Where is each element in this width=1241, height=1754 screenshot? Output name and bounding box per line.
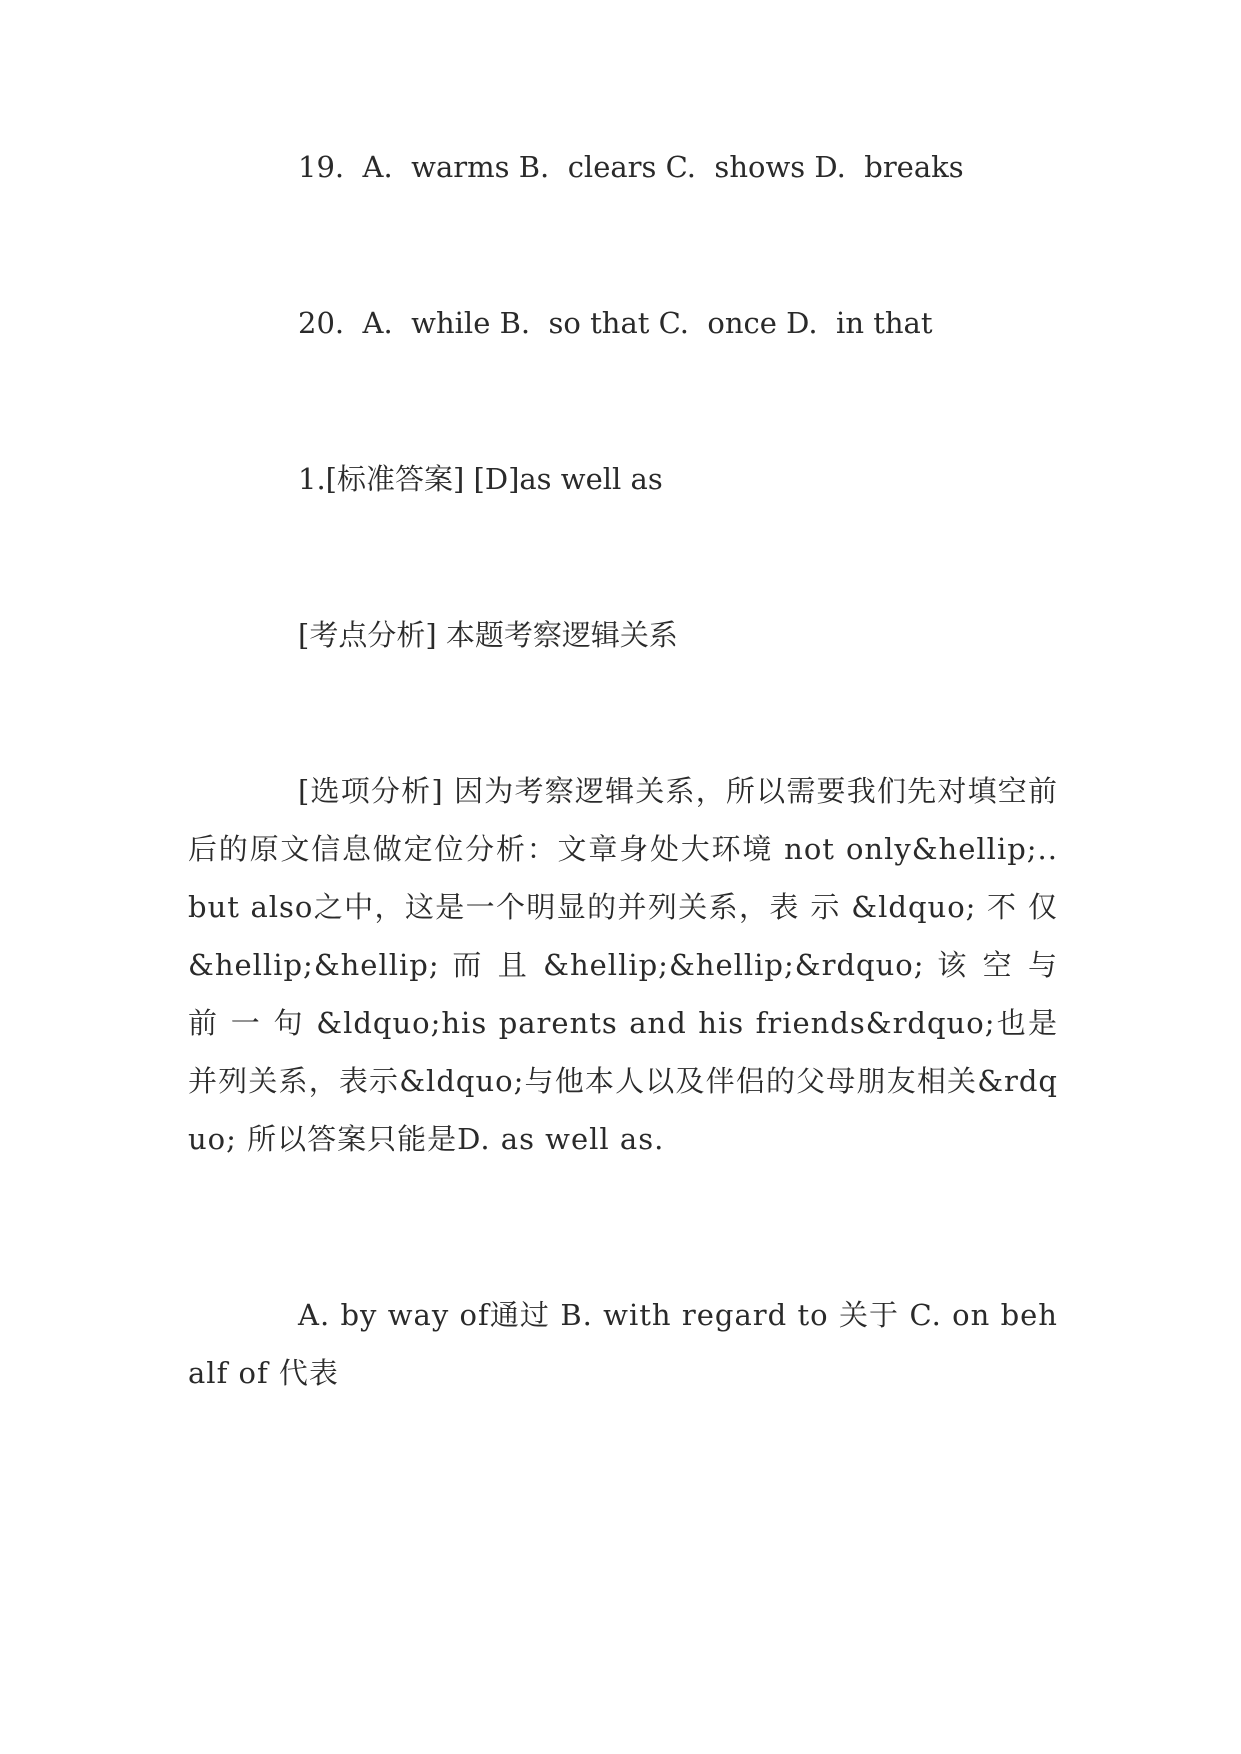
point-analysis: [考点分析] 本题考察逻辑关系 — [298, 618, 678, 652]
question-20-options: 20. A. while B. so that C. once D. in that — [298, 306, 933, 340]
options-meaning-paragraph: A. by way of通过 B. with regard to 关于 C. on behalf of 代表 — [188, 1298, 1058, 1390]
question-19-options: 19. A. warms B. clears C. shows D. breaks — [298, 150, 964, 184]
standard-answer: 1.[标准答案] [D]as well as — [298, 462, 663, 496]
option-analysis-paragraph: [选项分析] 因为考察逻辑关系，所以需要我们先对填空前后的原文信息做定位分析：文章身处大环境 not only&hellip;..but also之中，这是一个明显的并列关系，表 示 &ldquo; 不 仅 &hellip;&hellip; 而 且 &hellip;&hellip;&rdquo; 该 空 与 前 一 句 &ldquo;his parents and his friends&rdquo;也是并列关系，表示&ldquo;与他本人以及伴侣的父母朋友相关&rdquo; 所以答案只能是D. as well as. — [188, 774, 1058, 1156]
